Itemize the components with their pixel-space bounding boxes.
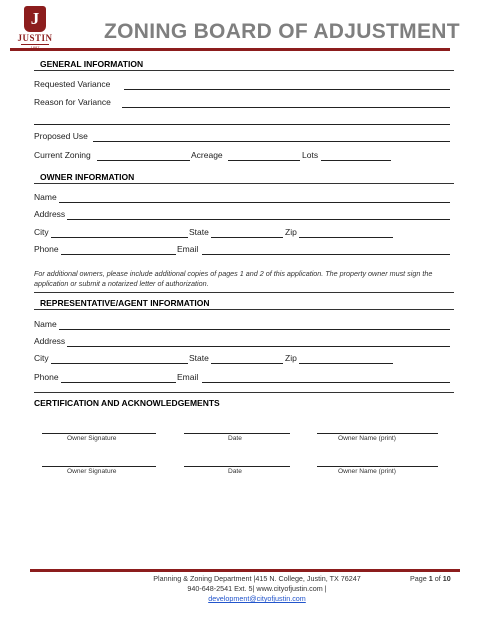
general-info-heading: GENERAL INFORMATION xyxy=(40,59,144,69)
owner-name-label: Name xyxy=(34,192,57,202)
owner-state-field[interactable] xyxy=(211,237,283,238)
footer-divider xyxy=(30,569,460,572)
owner-info-rule xyxy=(34,183,454,184)
current-zoning-field[interactable] xyxy=(97,160,190,161)
owner-address-field[interactable] xyxy=(67,219,450,220)
logo-wordmark: JUSTIN xyxy=(17,33,53,43)
general-info-rule xyxy=(34,70,454,71)
reason-for-variance-field[interactable] xyxy=(122,107,450,108)
owner-signature-line-1[interactable] xyxy=(42,433,156,434)
footer-phone-web: 940-648-2541 Ext. 5| www.cityofjustin.com | xyxy=(187,584,327,593)
owner-name-print-caption-1: Owner Name (print) xyxy=(338,435,396,442)
owner-signature-line-2[interactable] xyxy=(42,466,156,467)
owner-city-field[interactable] xyxy=(51,237,188,238)
agent-email-field[interactable] xyxy=(202,382,450,383)
additional-owners-note: For additional owners, please include additional copies of pages 1 and 2 of this application. The property owner must sign the application or submit a notarized letter of authorization. xyxy=(34,269,433,288)
proposed-use-field[interactable] xyxy=(93,141,450,142)
agent-address-label: Address xyxy=(34,336,66,346)
owner-address-label: Address xyxy=(34,209,66,219)
reason-for-variance-field-line2[interactable] xyxy=(34,124,450,125)
agent-city-field[interactable] xyxy=(51,363,188,364)
agent-zip-field[interactable] xyxy=(299,363,393,364)
agent-city-label: City xyxy=(34,353,49,363)
agent-phone-field[interactable] xyxy=(61,382,176,383)
proposed-use-label: Proposed Use xyxy=(34,131,88,141)
agent-email-label: Email xyxy=(177,372,199,382)
agent-name-field[interactable] xyxy=(59,329,450,330)
footer-contact xyxy=(112,574,402,604)
date-caption-1: Date xyxy=(228,435,242,442)
date-line-2[interactable] xyxy=(184,466,290,467)
agent-info-top-rule xyxy=(34,292,454,293)
owner-zip-field[interactable] xyxy=(299,237,393,238)
agent-phone-label: Phone xyxy=(34,372,59,382)
logo-shield: J xyxy=(24,6,46,32)
owner-name-print-caption-2: Owner Name (print) xyxy=(338,468,396,475)
owner-name-print-line-2[interactable] xyxy=(317,466,438,467)
requested-variance-field[interactable] xyxy=(124,89,450,90)
certification-heading: CERTIFICATION AND ACKNOWLEDGEMENTS xyxy=(34,398,220,408)
lots-field[interactable] xyxy=(321,160,391,161)
requested-variance-label: Requested Variance xyxy=(34,79,111,89)
owner-state-label: State xyxy=(189,227,209,237)
lots-label: Lots xyxy=(302,150,319,160)
certification-top-rule xyxy=(34,392,454,393)
owner-signature-caption-1: Owner Signature xyxy=(67,435,117,442)
agent-state-field[interactable] xyxy=(211,363,283,364)
owner-name-field[interactable] xyxy=(59,202,450,203)
date-line-1[interactable] xyxy=(184,433,290,434)
page-number: Page 1 of 10 xyxy=(410,574,451,583)
owner-zip-label: Zip xyxy=(285,227,297,237)
agent-zip-label: Zip xyxy=(285,353,297,363)
footer-email-link[interactable]: development@cityofjustin.com xyxy=(208,594,306,603)
owner-email-field[interactable] xyxy=(202,254,450,255)
header-divider xyxy=(10,48,450,51)
owner-info-heading: OWNER INFORMATION xyxy=(40,172,135,182)
current-zoning-label: Current Zoning xyxy=(34,150,91,160)
agent-info-heading: REPRESENTATIVE/AGENT INFORMATION xyxy=(40,298,210,308)
footer-address: Planning & Zoning Department |415 N. College, Justin, TX 76247 xyxy=(153,574,361,583)
owner-phone-field[interactable] xyxy=(61,254,176,255)
owner-email-label: Email xyxy=(177,244,199,254)
owner-city-label: City xyxy=(34,227,49,237)
page-title: ZONING BOARD OF ADJUSTMENT xyxy=(104,20,460,43)
agent-info-rule xyxy=(34,309,454,310)
owner-signature-caption-2: Owner Signature xyxy=(67,468,117,475)
date-caption-2: Date xyxy=(228,468,242,475)
owner-name-print-line-1[interactable] xyxy=(317,433,438,434)
agent-state-label: State xyxy=(189,353,209,363)
agent-address-field[interactable] xyxy=(67,346,450,347)
acreage-label: Acreage xyxy=(191,150,223,160)
agent-name-label: Name xyxy=(34,319,57,329)
city-logo xyxy=(12,6,58,48)
acreage-field[interactable] xyxy=(228,160,300,161)
owner-phone-label: Phone xyxy=(34,244,59,254)
reason-for-variance-label: Reason for Variance xyxy=(34,97,111,107)
